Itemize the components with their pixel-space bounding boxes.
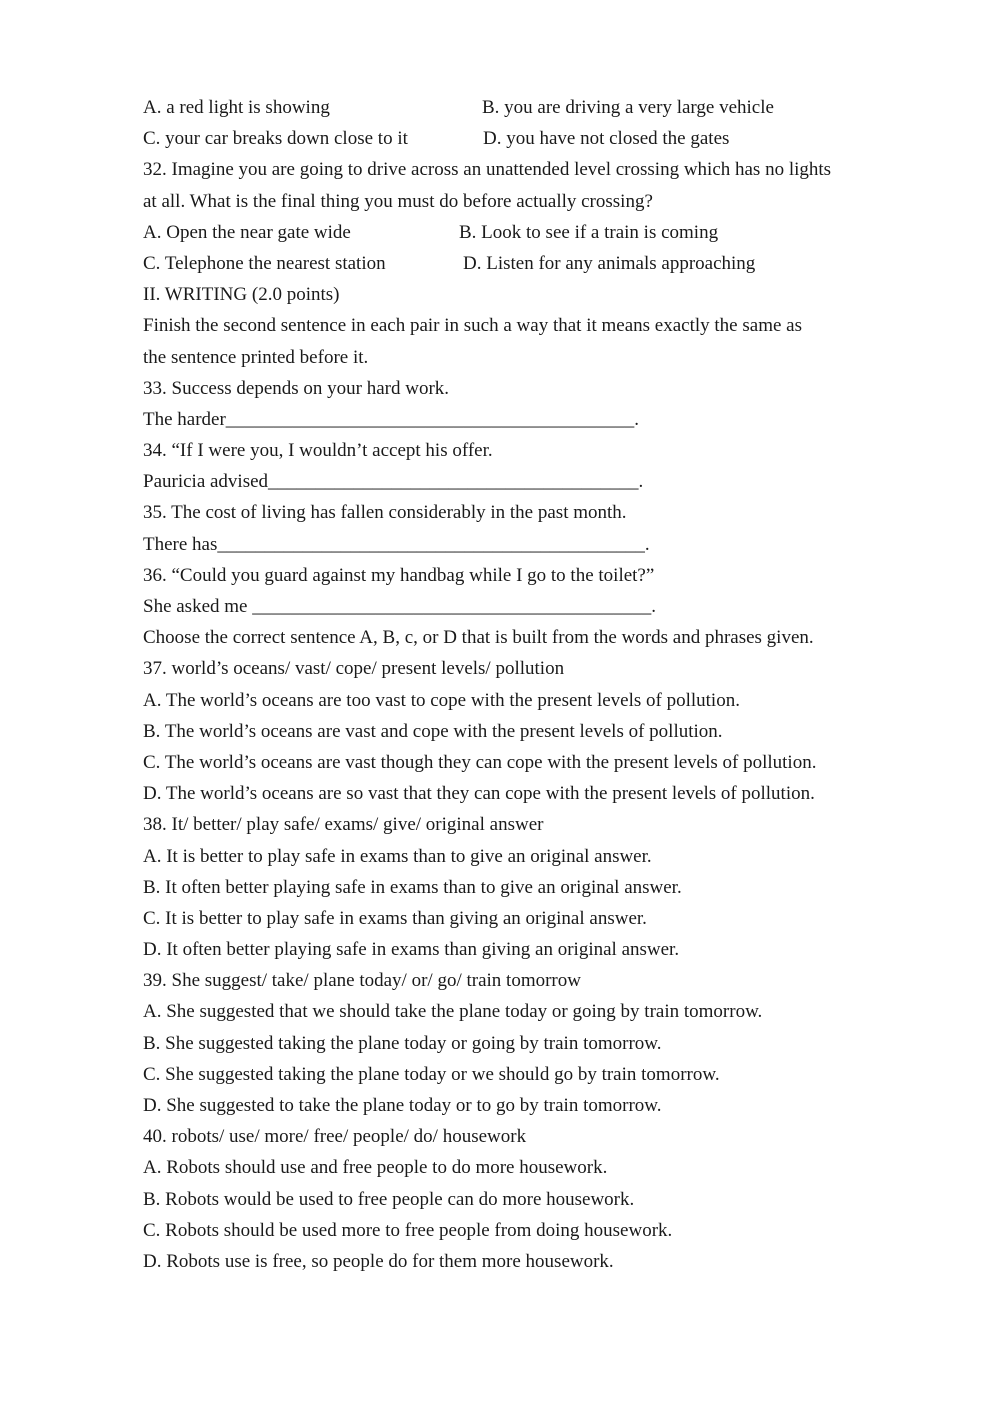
q37-option-a: A. The world’s oceans are too vast to cope with the present levels of pollution.	[143, 689, 740, 711]
q31-options-row-1	[143, 92, 883, 123]
q32-option-b: B. Look to see if a train is coming	[459, 221, 719, 243]
q39-cue: 39. She suggest/ take/ plane today/ or/ go/ train tomorrow	[143, 970, 581, 992]
q31-option-a: A. a red light is showing	[143, 97, 330, 118]
q35-sentence: 35. The cost of living has fallen considerably in the past month.	[143, 502, 627, 524]
q38-option-a: A. It is better to play safe in exams than to give an original answer.	[143, 845, 652, 867]
writing-heading: II. WRITING (2.0 points)	[143, 284, 340, 306]
q37-cue: 37. world’s oceans/ vast/ cope/ present levels/ pollution	[143, 658, 565, 680]
q36-prompt: She asked me __________________________________________.	[143, 596, 656, 617]
q33-sentence: 33. Success depends on your hard work.	[143, 377, 450, 399]
q31-options-row-2	[143, 123, 883, 154]
q32-options-row-1	[143, 217, 883, 248]
q31-option-c: C. your car breaks down close to it	[143, 128, 408, 150]
q31-option-d: D. you have not closed the gates	[483, 128, 730, 150]
q39-option-a: A. She suggested that we should take the plane today or going by train tomorrow.	[143, 1001, 763, 1023]
q32-option-a: A. Open the near gate wide	[143, 221, 351, 243]
q34-prompt: Pauricia advised_______________________________________.	[143, 471, 644, 493]
q37-option-b: B. The world’s oceans are vast and cope with the present levels of pollution.	[143, 720, 723, 742]
q40-cue: 40. robots/ use/ more/ free/ people/ do/ housework	[143, 1126, 527, 1148]
q35-prompt: There has_____________________________________________.	[143, 533, 650, 555]
q37-option-c: C. The world’s oceans are vast though they can cope with the present levels of pollution.	[143, 751, 817, 773]
q31-option-b: B. you are driving a very large vehicle	[482, 97, 774, 118]
q39-option-c: C. She suggested taking the plane today or we should go by train tomorrow.	[143, 1063, 720, 1085]
q38-cue: 38. It/ better/ play safe/ exams/ give/ original answer	[143, 814, 544, 836]
q34-sentence: 34. “If I were you, I wouldn’t accept his offer.	[143, 440, 493, 462]
sentence-building-instruction: Choose the correct sentence A, B, c, or D that is built from the words and phrases given.	[143, 627, 814, 649]
q39-option-d: D. She suggested to take the plane today or to go by train tomorrow.	[143, 1095, 662, 1116]
q38-option-d: D. It often better playing safe in exams than giving an original answer.	[143, 939, 680, 961]
q32-option-d: D. Listen for any animals approaching	[463, 252, 756, 274]
q40-option-d: D. Robots use is free, so people do for them more housework.	[143, 1250, 614, 1272]
document-page	[143, 92, 883, 1277]
q32-question-line-2: at all. What is the final thing you must do before actually crossing?	[143, 190, 653, 212]
q32-option-c: C. Telephone the nearest station	[143, 252, 386, 274]
q40-option-a: A. Robots should use and free people to do more housework.	[143, 1157, 608, 1179]
q32-question-line-1: 32. Imagine you are going to drive across an unattended level crossing which has no lights	[143, 159, 832, 181]
writing-instruction-line-1: Finish the second sentence in each pair in such a way that it means exactly the same as	[143, 315, 802, 337]
q38-option-b: B. It often better playing safe in exams than to give an original answer.	[143, 876, 682, 898]
q40-option-b: B. Robots would be used to free people can do more housework.	[143, 1188, 635, 1210]
q40-option-c: C. Robots should be used more to free people from doing housework.	[143, 1219, 673, 1241]
q37-option-d: D. The world’s oceans are so vast that they can cope with the present levels of pollution.	[143, 783, 815, 805]
q33-prompt: The harder___________________________________________.	[143, 408, 640, 430]
q36-sentence: 36. “Could you guard against my handbag while I go to the toilet?”	[143, 564, 655, 586]
q38-option-c: C. It is better to play safe in exams than giving an original answer.	[143, 907, 647, 929]
q32-options-row-2	[143, 248, 883, 279]
q39-option-b: B. She suggested taking the plane today or going by train tomorrow.	[143, 1032, 662, 1054]
writing-instruction-line-2: the sentence printed before it.	[143, 346, 369, 368]
